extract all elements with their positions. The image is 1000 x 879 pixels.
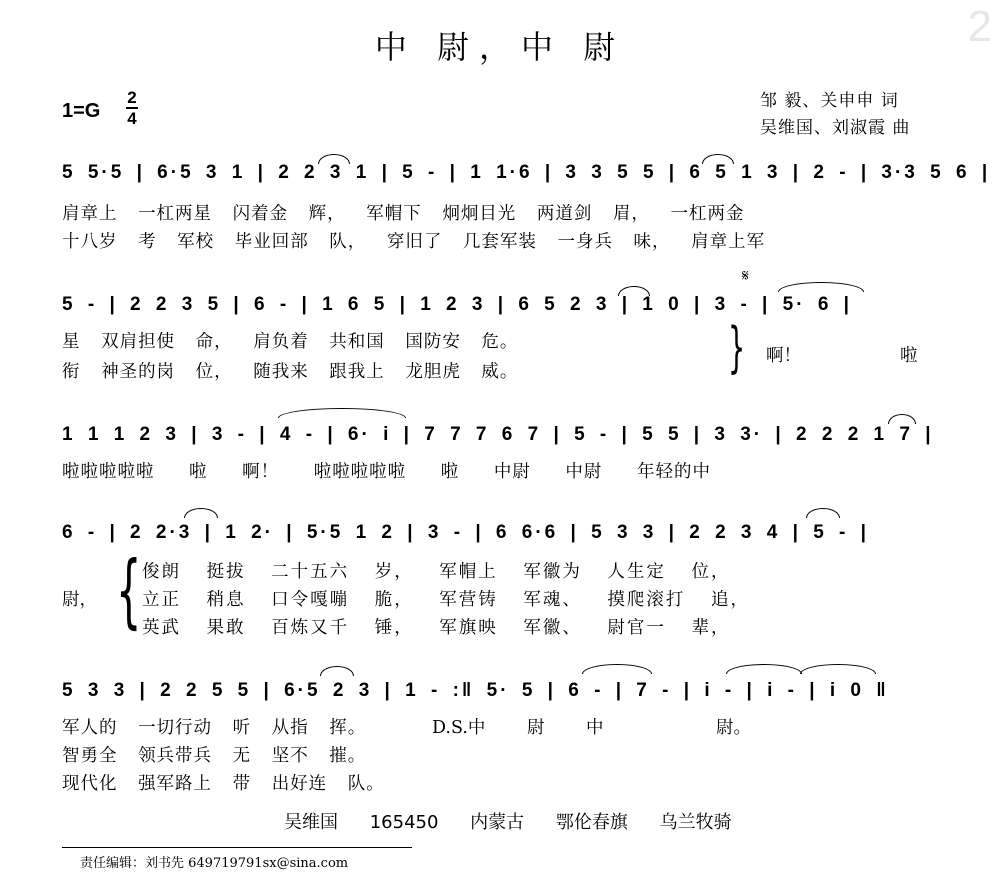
meter-top: 2 bbox=[127, 88, 137, 107]
lyric-line-4-verse-1: 俊朗 挺拔 二十五六 岁， 军帽上 军徽为 人生定 位， bbox=[142, 562, 731, 582]
brace: { bbox=[116, 544, 142, 637]
tie bbox=[726, 664, 802, 674]
notes-line-3: 1 1 1 2 3 | 3 - | 4 - | 6· i | 7 7 7 6 7 | 5 - | 5 5 | 3 3· | 2 2 2 1 7 | bbox=[62, 424, 934, 445]
lyric-line-4-verse-3: 英武 果敢 百炼又千 锤， 军旗映 军徽、 尉官一 辈， bbox=[142, 618, 731, 638]
slur bbox=[702, 154, 734, 164]
key-signature: 1=G bbox=[62, 100, 101, 122]
slur bbox=[888, 414, 916, 424]
lyricist-credit: 邹 毅、关申申 词 bbox=[760, 91, 899, 111]
watermark-page-number: 2 bbox=[967, 2, 992, 51]
submitter-info: 吴维国 165450 内蒙古 鄂伦春旗 乌兰牧骑 bbox=[284, 812, 732, 833]
ending-lyric: 尉。 bbox=[716, 718, 751, 738]
slur bbox=[618, 286, 650, 296]
composer-credit: 吴维国、刘淑霞 曲 bbox=[760, 118, 911, 138]
tie bbox=[800, 664, 876, 674]
refrain-la: 啦 bbox=[900, 346, 918, 366]
slur bbox=[318, 154, 350, 164]
tie bbox=[582, 664, 652, 674]
song-title: 中 尉，中 尉 bbox=[374, 28, 626, 66]
notes-line-2: 5 - | 2 2 3 5 | 6 - | 1 6 5 | 1 2 3 | 6 5 2 3 | 1 0 | 3 - | 5· 6 | bbox=[62, 294, 852, 315]
refrain-ah: 啊！ bbox=[766, 346, 801, 366]
lyric-line-5-verse-1: 军人的 一切行动 听 从指 挥。 bbox=[62, 718, 367, 738]
tie bbox=[278, 408, 406, 418]
lyric-line-1-verse-2: 十八岁 考 军校 毕业回部 队， 穿旧了 几套军装 一身兵 味， 肩章上军 bbox=[62, 232, 766, 252]
da-segno-lyric: D.S.中 尉 中 bbox=[432, 718, 604, 738]
lyric-line-3-chorus: 啦啦啦啦啦 啦 啊！ 啦啦啦啦啦 啦 中尉 中尉 年轻的中 bbox=[62, 462, 711, 482]
editor-credit: 责任编辑：刘书先 649719791sx@sina.com bbox=[80, 856, 349, 871]
lyric-line-5-verse-2: 智勇全 领兵带兵 无 坚不 摧。 bbox=[62, 746, 367, 766]
meter-bottom: 4 bbox=[127, 108, 137, 128]
tie bbox=[778, 282, 864, 292]
slur bbox=[184, 508, 218, 518]
lyric-line-5-verse-3: 现代化 强军路上 带 出好连 队。 bbox=[62, 774, 385, 794]
lyric-line-2-verse-1: 星 双肩担使 命， 肩负着 共和国 国防安 危。 bbox=[62, 332, 519, 352]
lyric-line-2-verse-2: 衔 神圣的岗 位， 随我来 跟我上 龙胆虎 威。 bbox=[62, 362, 519, 382]
slur bbox=[806, 508, 840, 518]
time-signature bbox=[124, 88, 140, 128]
slur bbox=[320, 666, 354, 676]
lyric-line-4-lead: 尉， bbox=[62, 590, 97, 610]
lyric-line-4-verse-2: 立正 稍息 口令嘎嘣 脆， 军营铸 军魂、 摸爬滚打 追， bbox=[142, 590, 750, 610]
notes-line-4: 6 - | 2 2·3 | 1 2· | 5·5 1 2 | 3 - | 6 6·6 | 5 3 3 | 2 2 3 4 | 5 - | bbox=[62, 522, 869, 543]
editor-divider bbox=[62, 847, 412, 848]
notes-line-5: 5 3 3 | 2 2 5 5 | 6·5 2 3 | 1 - :‖ 5· 5 | 6 - | 7 - | i - | i - | i 0 ‖ bbox=[62, 680, 889, 701]
notes-line-1: 5 5·5 | 6·5 3 1 | 2 2 3 1 | 5 - | 1 1·6 | 3 3 5 5 | 6 5 1 3 | 2 - | 3·3 5 6 | bbox=[62, 162, 991, 183]
brace: } bbox=[728, 316, 746, 379]
segno-sign: 𝄋 bbox=[742, 266, 749, 285]
lyric-line-1-verse-1: 肩章上 一杠两星 闪着金 辉， 军帽下 炯炯目光 两道剑 眉， 一杠两金 bbox=[62, 204, 745, 224]
